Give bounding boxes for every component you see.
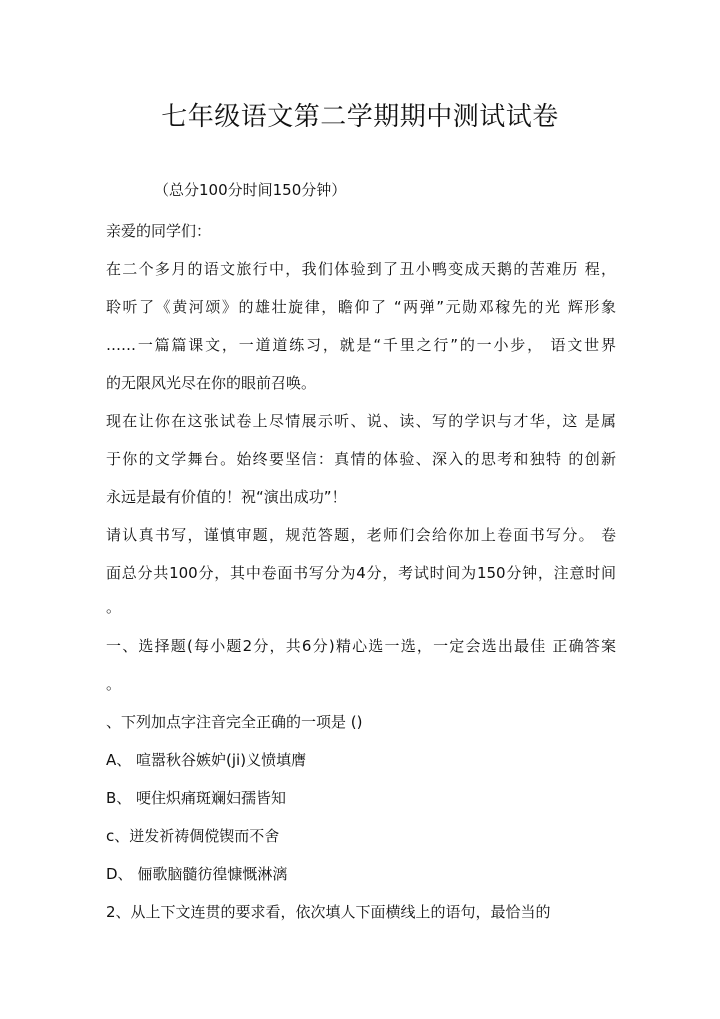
encourage-line-1: 现在让你在这张试卷上尽情展示听、说、读、写的学识与才华，这 是属 — [106, 412, 616, 430]
greeting-line: 亲爱的同学们： — [106, 222, 212, 240]
question-1: 、下列加点字注音完全正确的一项是 () — [106, 713, 363, 731]
instruction-line-3: 。 — [106, 598, 122, 616]
option-d: D、 俪歌脑髓彷徨慷慨淋漓 — [106, 865, 288, 883]
intro-line-3: ……一篇篇课文，一道道练习，就是“千里之行”的一小步， 语文世界 — [106, 336, 616, 354]
encourage-line-2: 于你的文学舞台。始终要坚信：真情的体验、深入的思考和独特 的创新 — [106, 450, 616, 468]
page-title: 七年级语文第二学期期中测试试卷 — [161, 102, 559, 132]
section-heading-end: 。 — [106, 675, 122, 693]
intro-line-4: 的无限风光尽在你的眼前召唤。 — [106, 374, 317, 392]
question-2: 2、从上下文连贯的要求看，依次填人下面横线上的语句，最恰当的 — [106, 903, 551, 921]
option-a: A、 喧嚣秋谷嫉妒(ji)义愤填膺 — [106, 751, 307, 769]
encourage-line-3: 永远是最有价值的！祝“演出成功”！ — [106, 488, 347, 506]
intro-line-2: 聆听了《黄河颂》的雄壮旋律，瞻仰了 “两弹”元勋邓稼先的光 辉形象 — [106, 298, 616, 316]
intro-line-1: 在二个多月的语文旅行中，我们体验到了丑小鸭变成天鹅的苦难历 程， — [106, 260, 616, 278]
option-c: c、迸发祈祷倜傥锲而不舍 — [106, 827, 280, 845]
option-b: B、 哽住炽痛斑斓妇孺皆知 — [106, 789, 287, 807]
instruction-line-2: 面总分共100分，其中卷面书写分为4分，考试时间为150分钟，注意时间 — [106, 564, 616, 582]
section-heading: 一、选择题(每小题2分，共6分)精心选一选，一定会选出最佳 正确答案 — [106, 637, 616, 655]
instruction-line-1: 请认真书写，谨慎审题，规范答题，老师们会给你加上卷面书写分。 卷 — [106, 526, 616, 544]
score-time-note: （总分100分时间150分钟） — [154, 181, 347, 199]
